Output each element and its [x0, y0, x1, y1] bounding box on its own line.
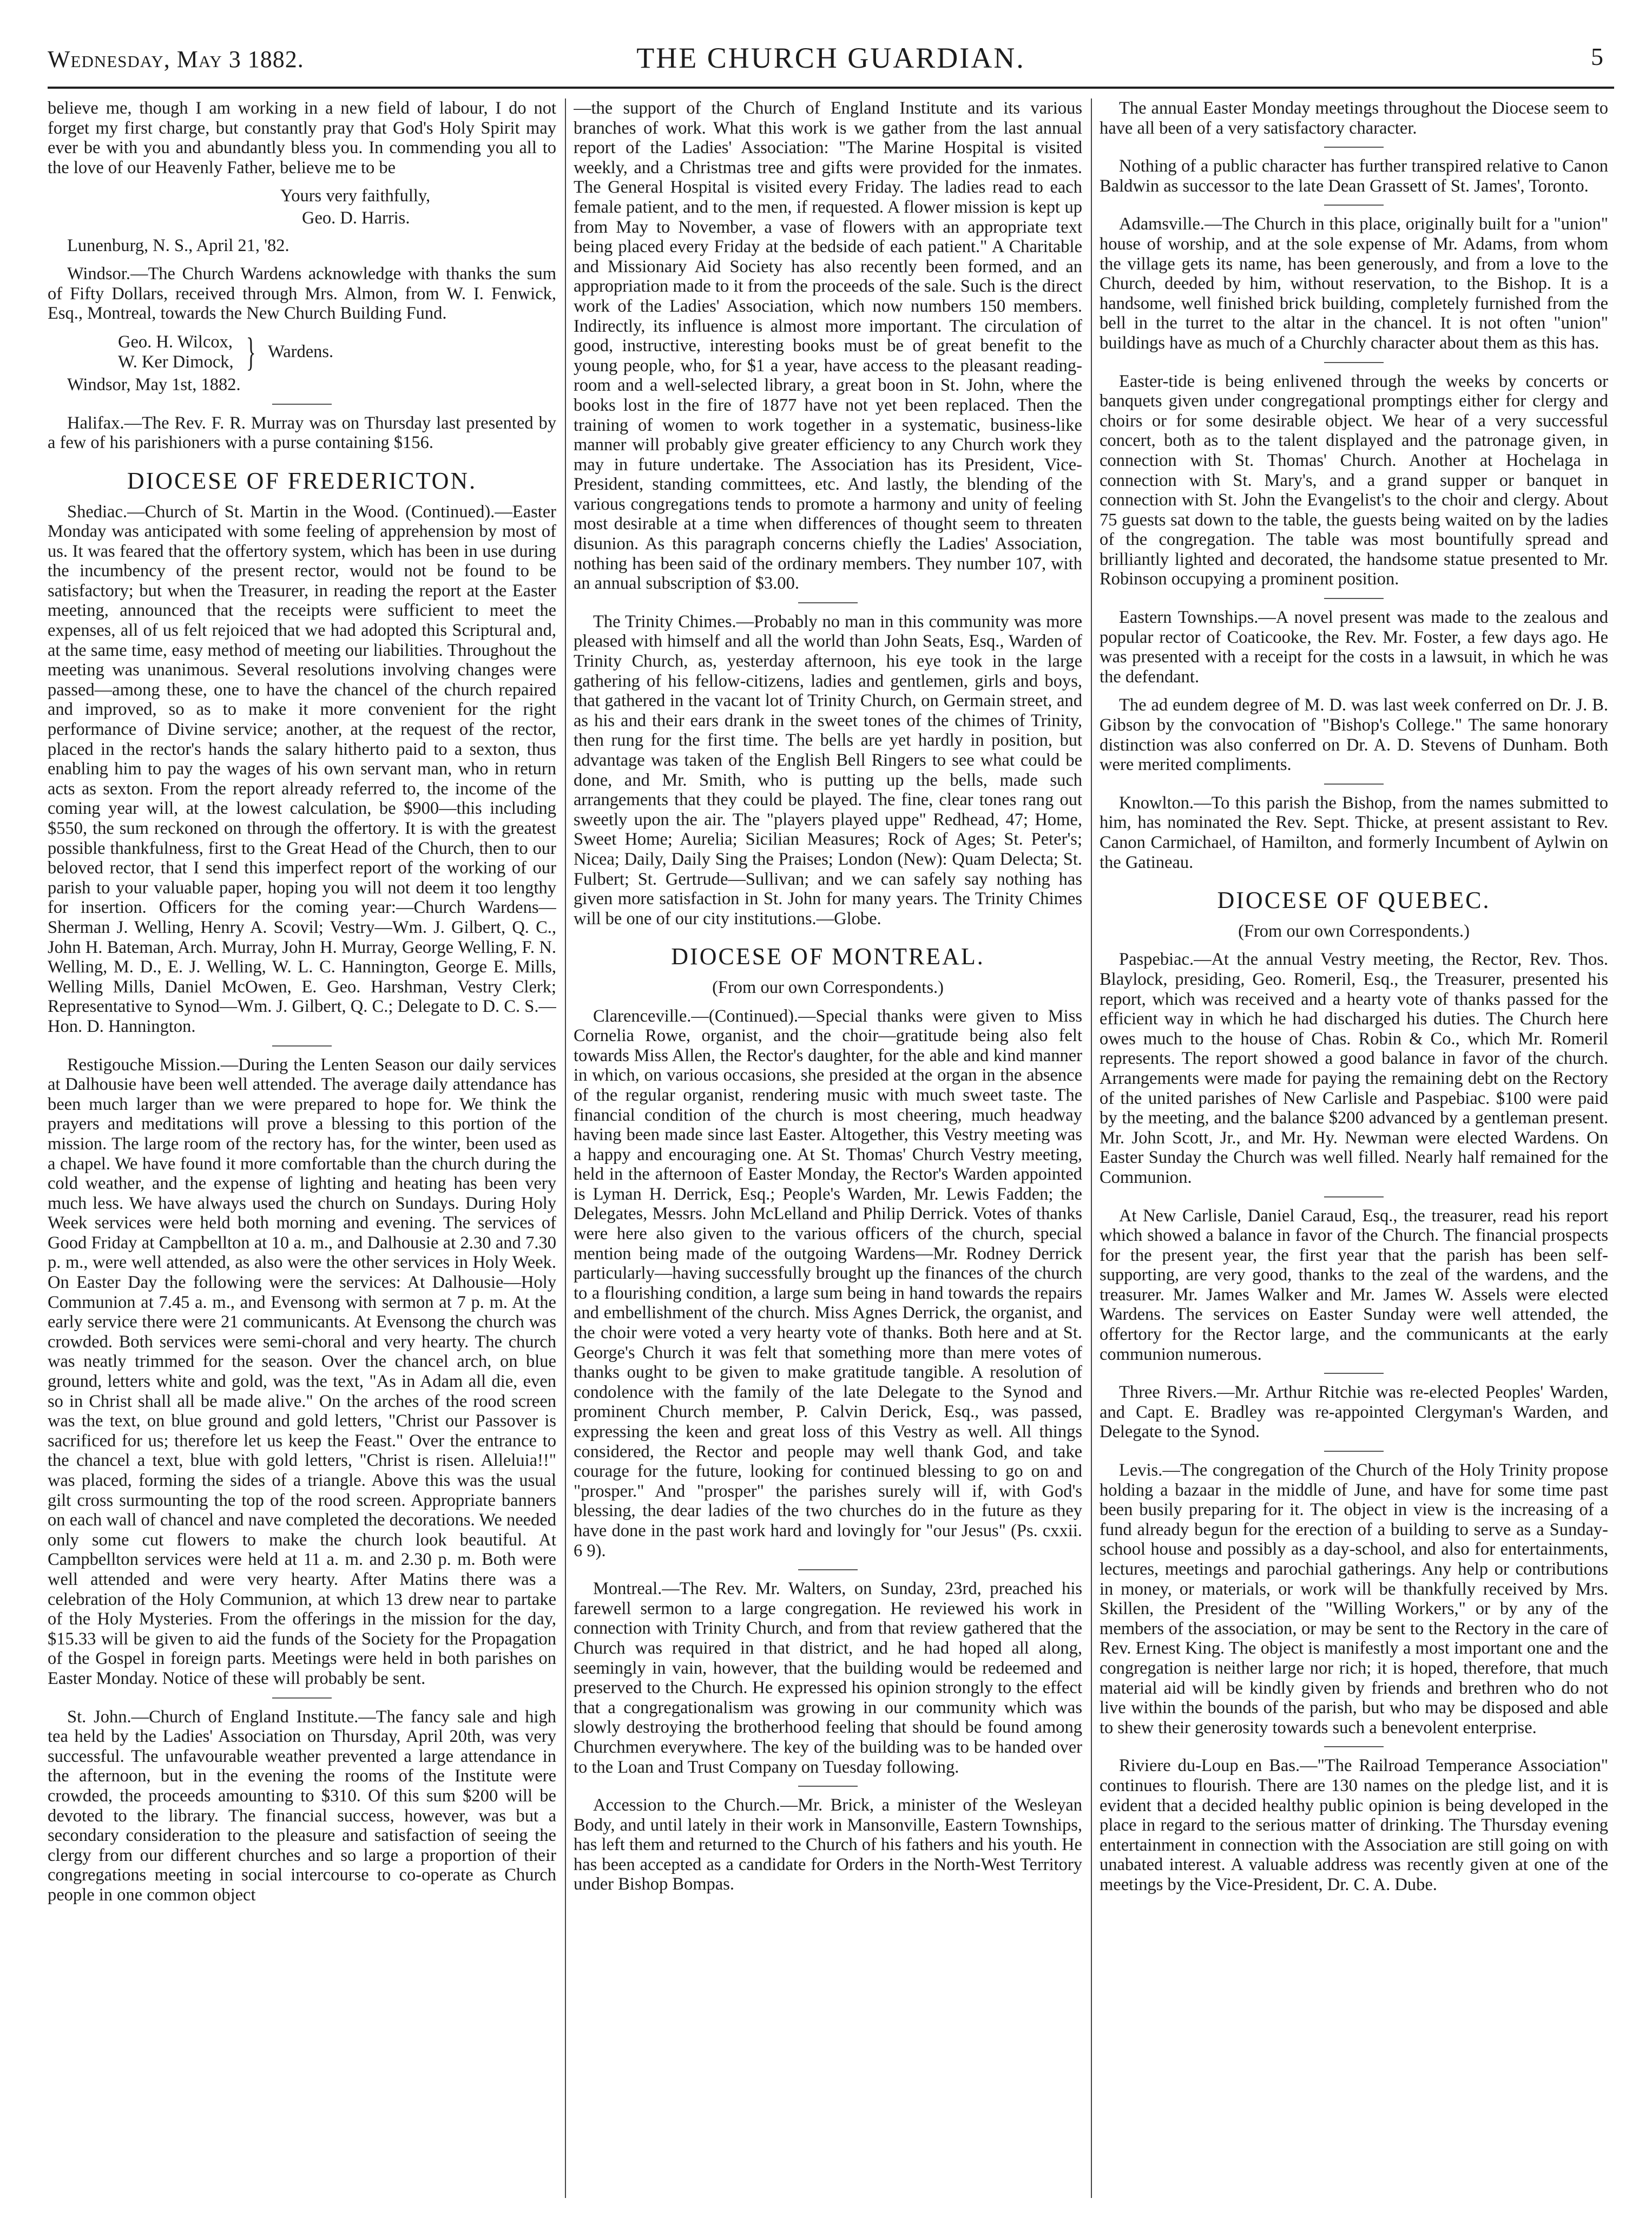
column-1: [48, 98, 556, 2203]
article-shediac: Shediac.—Church of St. Martin in the Wood. (Continued).—Easter Monday was anticipated with some feeling of apprehension by most of us. It was feared that the offertory system, which has been in use during the incumbency of the present rector, would not be found to be satisfactory; but when the Treasurer, in reading the report at the Easter meeting, announced that the receipts were sufficient to meet the expenses, all of us felt rejoiced that we had adopted this Scriptural and, at the same time, easy method of meeting our liabilities. Throughout the meeting was unanimous. Several resolutions involving changes were passed—among these, one to have the chancel of the church repaired and improved, so as to make it more convenient for the right performance of Divine service; another, at the request of the rector, placed in the rector's hands the salary hitherto paid to a sexton, thus enabling him to pay the wages of his own servant man, who in return acts as sexton. From the report already referred to, the income of the coming year will, at the lowest calculation, be $900—this including $550, the sum reckoned on through the offertory. It is with the greatest possible thankfulness, first to the Great Head of the Church, then to our beloved rector, that I send this imperfect report of the working of our parish to your valuable paper, hoping you will not deem it too lengthy for insertion. Officers for the coming year:—Church Wardens—Sherman J. Welling, Henry A. Scovil; Vestry—Wm. J. Gilbert, Q. C., John H. Bateman, Arch. Murray, John H. Murray, George Welling, F. N. Welling, M. D., E. J. Welling, W. L. C. Hannington, George E. Mills, Welling Mills, Daniel McOwen, E. Geo. Harshman, Vestry Clerk; Representative to Synod—Wm. J. Gilbert, Q. C.; Delegate to D. C. S.—Hon. D. Hannington.: [48, 502, 556, 1036]
windsor-dateline: Windsor, May 1st, 1882.: [67, 375, 241, 395]
column-2: [574, 98, 1082, 2203]
article-eastern-townships: Eastern Townships.—A novel present was made to the zealous and popular rector of Coaticooke, the Rev. Mr. Foster, a few days ago. He was presented with a receipt for the costs in a lawsuit, in which he was the defendant.: [1100, 608, 1608, 687]
column-divider: [1091, 98, 1092, 2198]
article-paspebiac: Paspebiac.—At the annual Vestry meeting, the Rector, Rev. Thos. Blaylock, presiding, Geo. Romeril, Esq., the Treasurer, presented his report, which was received and a hearty vote of thanks passed for the efficient way in which he had discharged his duties. The Church here owes much to the house of Chas. Robin & Co., which Mr. Romeril represents. The report showed a good balance in favor of the church. Arrangements were made for paying the remaining debt on the Rectory of the united parishes of New Carlisle and Paspebiac. $100 were paid by the meeting, and the balance $200 advanced by a gentleman present. Mr. John Scott, Jr., and Mr. Hy. Newman were elected Wardens. On Easter Sunday the Church was well filled. Nearly half remained for the Communion.: [1100, 950, 1608, 1187]
section-heading-quebec: DIOCESE OF QUEBEC.: [1217, 887, 1491, 914]
wardens-signature: [118, 332, 556, 372]
separator: [1324, 1373, 1384, 1374]
brace-glyph: }: [246, 330, 256, 374]
article-windsor: Windsor.—The Church Wardens acknowledge with thanks the sum of Fifty Dollars, received through Mrs. Almon, from W. I. Fenwick, Esq., Montreal, towards the New Church Building Fund.: [48, 264, 556, 324]
section-heading-fredericton: DIOCESE OF FREDERICTON.: [127, 467, 477, 494]
letter-valediction: Yours very faithfully,: [280, 186, 431, 206]
separator: [798, 602, 858, 603]
article-halifax: Halifax.—The Rev. F. R. Murray was on Thursday last presented by a few of his parishioners with a purse containing $156.: [48, 413, 556, 453]
wardens-label: Wardens.: [268, 342, 334, 362]
separator: [798, 1786, 858, 1787]
section-subheading: (From our own Correspondents.): [712, 977, 944, 997]
issue-date: Wednesday, May 3 1882.: [48, 46, 304, 73]
masthead-rule: [48, 87, 1614, 89]
article-easter-monday: The annual Easter Monday meetings throughout the Diocese seem to have all been of a very satisfactory character.: [1100, 98, 1608, 138]
separator: [1324, 205, 1384, 206]
masthead: [48, 38, 1614, 80]
letter-signature: Geo. D. Harris.: [302, 208, 410, 228]
letter-closing: believe me, though I am working in a new field of labour, I do not forget my first charge, but constantly pray that God's Holy Spirit may ever be with you and abundantly bless you. In commending you all to the love of our Heavenly Father, believe me to be: [48, 98, 556, 177]
article-trinity-chimes: The Trinity Chimes.—Probably no man in this community was more pleased with himself and all the world than John Seats, Esq., Warden of Trinity Church, as, yesterday afternoon, his eye took in the large gathering of his fellow-citizens, ladies and gentlemen, girls and boys, that gathered in the vacant lot of Trinity Church, on Germain street, and as his and their ears drank in the sweet tones of the chimes of Trinity, then rung for the first time. The bells are yet hardly in position, but advantage was taken of the English Bell Ringers to see what could be done, and Mr. Smith, who is putting up the bells, made such arrangements that they could be played. The fine, clear tones rang out sweetly upon the air. The "players played uppe" Redhead, 47; Home, Sweet Home; Aurelia; Sicilian Measures; Rock of Ages; St. Peter's; Nicea; Daily, Daily Sing the Praises; London (New): Quam Delecta; St. Fulbert; St. Gertrude—Sullivan; and we can safely say nothing has given more satisfaction in St. John for many years. The Trinity Chimes will be one of our city institutions.—Globe.: [574, 611, 1082, 929]
article-accession: Accession to the Church.—Mr. Brick, a minister of the Wesleyan Body, and until lately in their work in Mansonville, Eastern Townships, has left them and returned to the Church of his fathers and his youth. He has been accepted as a candidate for Orders in the North-West Territory under Bishop Bompas.: [574, 1795, 1082, 1894]
article-knowlton: Knowlton.—To this parish the Bishop, from the names submitted to him, has nominated the Rev. Sept. Thicke, at present assistant to Rev. Canon Carmichael, of Hamilton, and formerly Incumbent of Aylwin on the Gatineau.: [1100, 793, 1608, 872]
article-new-carlisle: At New Carlisle, Daniel Caraud, Esq., the treasurer, read his report which showed a balance in favor of the Church. The financial prospects for the present year, the first year that the parish has been self-supporting, are very good, thanks to the zeal of the wardens, and the treasurer. Mr. James Walker and Mr. James W. Assels were elected Wardens. The services on Easter Sunday were well attended, the offertory for the Rector large, and the communicants at the early communion numerous.: [1100, 1206, 1608, 1364]
column-3: [1100, 98, 1608, 2203]
section-heading-montreal: DIOCESE OF MONTREAL.: [671, 943, 985, 970]
warden-name: W. Ker Dimock,: [118, 352, 234, 372]
separator: [272, 1045, 332, 1047]
page-number: 5: [1591, 43, 1603, 70]
article-three-rivers: Three Rivers.—Mr. Arthur Ritchie was re-elected Peoples' Warden, and Capt. E. Bradley was re-appointed Clergyman's Warden, and Delegate to the Synod.: [1100, 1383, 1608, 1442]
column-divider: [565, 98, 566, 2198]
article-ad-eundem: The ad eundem degree of M. D. was last week conferred on Dr. J. B. Gibson by the convocation of "Bishop's College." The same honorary distinction was also conferred on Dr. A. D. Stevens of Dunham. Both were merited compliments.: [1100, 695, 1608, 775]
article-canon-baldwin: Nothing of a public character has further transpired relative to Canon Baldwin as successor to the late Dean Grassett of St. James', Toronto.: [1100, 156, 1608, 196]
article-levis: Levis.—The congregation of the Church of the Holy Trinity propose holding a bazaar in the middle of June, and have for some time past been busily preparing for it. The object in view is the increasing of a fund already begun for the erection of a building to serve as a Sunday-school house and possibly as a day-school, and also for entertainments, lectures, meetings and parochial gatherings. Any help or contributions in money, or materials, or work will be thankfully received by Mrs. Skillen, the President of the "Willing Workers," or by any of the members of the association, or may be sent to the Rectory in the care of Rev. Ernest King. The object is manifestly a most important one and the congregation is neither large nor rich; it is hoped, therefore, that much material aid will be kindly given by friends and brethren who do not live within the bounds of the parish, but who may be disposed and able to shew their generosity towards such a benevolent enterprise.: [1100, 1460, 1608, 1738]
separator: [798, 1569, 858, 1570]
article-riviere-du-loup: Riviere du-Loup en Bas.—"The Railroad Temperance Association" continues to flourish. There are 130 names on the pledge list, and it is evident that a decided healthy public opinion is being developed in the place in regard to the serious matter of drinking. The Thursday evening entertainment in connection with the Association are still going on with unabated interest. A valuable address was recently given at one of the meetings by the Vice-President, Dr. C. A. Dube.: [1100, 1756, 1608, 1894]
separator: [1324, 1746, 1384, 1747]
article-restigouche: Restigouche Mission.—During the Lenten Season our daily services at Dalhousie have been well attended. The average daily attendance has been much larger than we were prepared to hope for. We think the prayers and meditations will prove a blessing to this portion of the mission. The large room of the rectory has, for the winter, been used as a chapel. We have found it more comfortable than the church during the cold weather, and the expense of lighting and heating has been very much less. We have always used the church on Sundays. During Holy Week services were held both morning and evening. The services of Good Friday at Campbellton at 10 a. m., and Dalhousie at 2.30 and 7.30 p. m., were well attended, as also were the other services in Holy Week. On Easter Day the following were the services: At Dalhousie—Holy Communion at 7.45 a. m., and Evensong with sermon at 7 p. m. At the early service there were 21 communicants. At Evensong the church was crowded. Both services were semi-choral and very hearty. The church was neatly trimmed for the season. Over the chancel arch, on blue ground, letters white and gold, was the text, "As in Adam all die, even so in Christ shall all be made alive." On the arches of the rood screen was the text, on blue ground and gold letters, "Christ our Passover is sacrificed for us; therefore let us keep the Feast." Over the entrance to the chancel a text, blue with gold letters, "Christ is risen. Alleluia!!" was placed, forming the sides of a triangle. Above this was the usual gilt cross surmounting the top of the rood screen. Appropriate banners on each wall of chancel and nave completed the decorations. We needed only some cut flowers to make the church look beautiful. At Campbellton services were held at 11 a. m. and 2.30 p. m. Both were well attended and were very hearty. After Matins there was a celebration of the Holy Communion, at which 13 drew near to partake of the Holy Mysteries. From the offerings in the mission for the day, $15.33 will be given to aid the funds of the Society for the Propagation of the Gospel in foreign parts. Meetings were held in both parishes on Easter Monday. Notice of these will probably be sent.: [48, 1055, 556, 1688]
article-st-john: St. John.—Church of England Institute.—The fancy sale and high tea held by the Ladies' Association on Thursday, April 20th, was very successful. The unfavourable weather prevented a large attendance in the afternoon, but in the evening the rooms of the Institute were crowded, the proceeds amounting to $310. Of this sum $200 will be devoted to the library. The financial success, however, was but a secondary consideration to the pleasure and satisfaction of seeing the clergy from our different churches and so large a proportion of their congregations meeting in social intercourse to co-operate as Church people in one common object: [48, 1707, 556, 1905]
separator: [1324, 1451, 1384, 1452]
separator: [1324, 784, 1384, 785]
separator: [272, 1697, 332, 1699]
article-montreal: Montreal.—The Rev. Mr. Walters, on Sunday, 23rd, preached his farewell sermon to a large congregation. He reviewed his work in connection with Trinity Church, and from that review gathered that the Church was required in that district, and he had hoped all along, seemingly in vain, however, that the building would be redeemed and preserved to the Church. He expressed his opinion strongly to the effect that a congregationalism was growing in our community which was slowly destroying the brotherhood feeling that should be found among Churchmen everywhere. The key of the building was to be handed over to the Loan and Trust Company on Tuesday following.: [574, 1579, 1082, 1777]
article-st-john-continued: —the support of the Church of England Institute and its various branches of work. What this work is we gather from the last annual report of the Ladies' Association: "The Marine Hospital is visited weekly, and a Christmas tree and gifts were provided for the inmates. The General Hospital is visited every Friday. The ladies read to each female patient, and to the men, if requested. A flower mission is kept up from May to November, a vase of flowers with an appropriate text being placed every Friday at the bedside of each patient." A Charitable and Missionary Aid Society has also recently been formed, and an appropriation made to it from the proceeds of the sale. Such is the direct work of the Ladies' Association, which now numbers 150 members. Indirectly, its influence is almost more important. The circulation of good, instructive, interesting books must be of great benefit to the young people, who, for $1 a year, have access to the pleasant reading-room and a well-selected library, a great boon in St. John, where the books lost in the fire of 1877 have not yet been replaced. Then the training of women to work together in a systematic, business-like manner will probably give greater efficiency to any Church work they may in future undertake. The Association has its President, Vice-President, standing committees, etc. And lastly, the blending of the various congregations tends to promote a harmony and unity of feeling most desirable at a time when differences of thought seem to threaten disunion. As this paragraph concerns chiefly the Ladies' Association, nothing has been said of the ordinary members. They number 107, with an annual subscription of $3.00.: [574, 98, 1082, 594]
warden-name: Geo. H. Wilcox,: [118, 332, 233, 352]
article-easter-tide: Easter-tide is being enlivened through the weeks by concerts or banquets given under congregational promptings either for clergy and choirs or for some desirable object. We hear of a very successful concert, both as to the talent displayed and the patronage given, in connection with St. Thomas' Church. Another at Hochelaga in connection with St. Mary's, and a grand supper or banquet in connection with St. John the Evangelist's to the choir and clergy. About 75 guests sat down to the table, the guests being waited on by the ladies of the congregation. The table was most bountifully spread and brilliantly lighted and decorated, the handsome statue presented to Mr. Robinson occupying a prominent position.: [1100, 371, 1608, 589]
separator: [1324, 1196, 1384, 1197]
separator: [1324, 147, 1384, 148]
separator: [1324, 598, 1384, 599]
section-subheading: (From our own Correspondents.): [1238, 921, 1470, 941]
article-adamsville: Adamsville.—The Church in this place, originally built for a "union" house of worship, and at the sole expense of Mr. Adams, from whom the village gets its name, has been generously, and from a love to the Church, deeded by him, without reservation, to the Bishop. It is a handsome, well finished brick building, completely furnished from the bell in the turret to the altar in the chancel. It is not often "union" buildings have as much of a Churchly character about them as this has.: [1100, 214, 1608, 353]
separator: [1324, 362, 1384, 363]
separator: [272, 404, 332, 405]
letter-dateline: Lunenburg, N. S., April 21, '82.: [67, 235, 289, 255]
newspaper-title: THE CHURCH GUARDIAN.: [636, 42, 1025, 74]
article-clarenceville: Clarenceville.—(Continued).—Special thanks were given to Miss Cornelia Rowe, organist, and the choir—gratitude being also felt towards Miss Allen, the Rector's daughter, for the able and kind manner in which, on various occasions, she presided at the organ in the absence of the regular organist, rendering music with much sweet taste. The financial condition of the church is most cheering, much headway having been made since last Easter. Altogether, this Vestry meeting was a happy and encouraging one. At St. Thomas' Church Vestry meeting, held in the afternoon of Easter Monday, the Rector's Warden appointed is Lyman H. Derrick, Esq.; People's Warden, Mr. Lewis Fadden; the Delegates, Messrs. John McLelland and Philip Derrick. Votes of thanks were here also given to the various officers of the church, special mention being made of the outgoing Wardens—Mr. Rodney Derrick particularly—having successfully brought up the finances of the church to a flourishing condition, a large sum being in hand towards the repairs and embellishment of the church. Miss Agnes Derrick, the organist, and the choir were voted a very hearty vote of thanks. Both here and at St. George's Church it was felt that something more than mere votes of thanks ought to be given to make gratitude tangible. A resolution of condolence with the family of the late Delegate to the Synod and prominent Church member, P. Calvin Derick, Esq., was passed, expressing the keen and great loss of this Vestry as well. All things considered, the Rector and people may well thank God, and take courage for the future, looking for continued blessing to go on and "prosper." And "prosper" the parishes surely will if, with God's blessing, the dear ladies of the two churches do in the future as they have done in the past work hard and lovingly for "our Jesus" (Ps. cxxii. 6 9).: [574, 1006, 1082, 1561]
